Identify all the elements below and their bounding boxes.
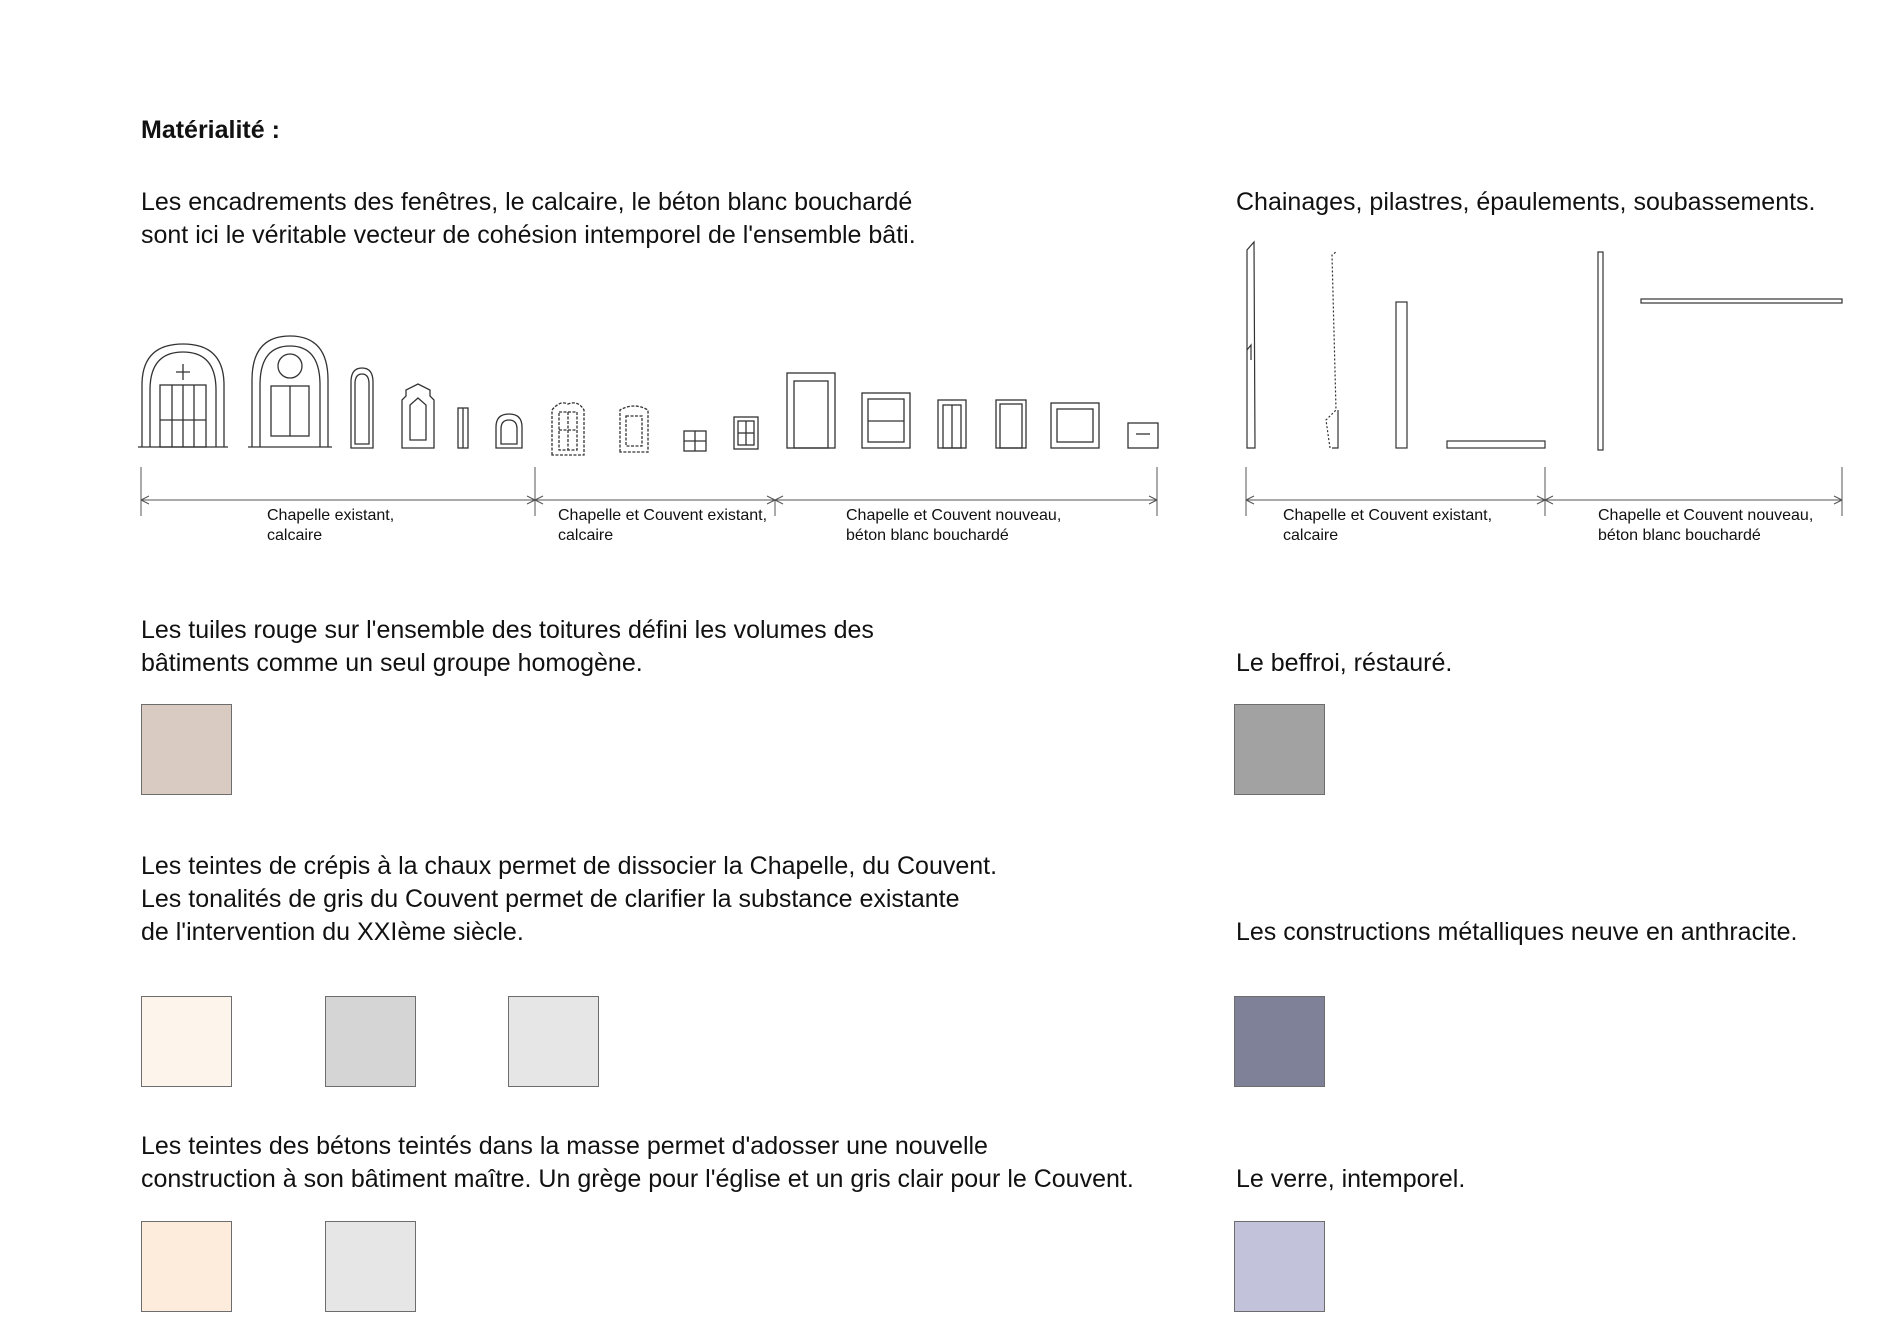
verre-paragraph xyxy=(1236,1163,1465,1196)
betons-paragraph xyxy=(141,1130,1134,1196)
dim-label-line: béton blanc bouchardé xyxy=(1598,527,1761,544)
pilastre-new-5 xyxy=(1598,252,1603,450)
dim-label-line: Chapelle et Couvent existant, xyxy=(1283,507,1493,524)
dim-label-line: Chapelle et Couvent nouveau, xyxy=(1598,507,1814,524)
betons-swatch-1 xyxy=(141,1221,232,1312)
chainages-line-1: Chainages, pilastres, épaulements, soubassements. xyxy=(1236,188,1816,216)
betons-line-2: construction à son bâtiment maître. Un grège pour l'église et un gris clair pour le Couvent. xyxy=(141,1165,1134,1193)
windows-line-2: sont ici le véritable vecteur de cohésion intemporel de l'ensemble bâti. xyxy=(141,221,916,249)
dim-label-line: calcaire xyxy=(1283,527,1339,544)
crepis-line-1: Les teintes de crépis à la chaux permet de dissocier la Chapelle, du Couvent. xyxy=(141,852,998,880)
metal-line-1: Les constructions métalliques neuve en anthracite. xyxy=(1236,918,1798,946)
page-title: Matérialité : xyxy=(141,116,280,144)
crepis-paragraph xyxy=(141,850,997,949)
tuiles-paragraph xyxy=(141,614,874,680)
beffroi-swatch xyxy=(1234,704,1325,795)
windows-line-1: Les encadrements des fenêtres, le calcaire, le béton blanc bouchardé xyxy=(141,188,913,216)
dim-label-line: Chapelle et Couvent existant, xyxy=(558,507,768,524)
verre-line-1: Le verre, intemporel. xyxy=(1236,1165,1466,1193)
metal-swatch xyxy=(1234,996,1325,1087)
pilastre-3 xyxy=(1396,302,1407,448)
dim-label-line: béton blanc bouchardé xyxy=(846,527,1009,544)
beffroi-paragraph xyxy=(1236,647,1452,680)
tuiles-swatch xyxy=(141,704,232,795)
dim-label-line: calcaire xyxy=(267,527,323,544)
betons-swatch-2 xyxy=(325,1221,416,1312)
crepis-swatch-3 xyxy=(508,996,599,1087)
crepis-swatch-1 xyxy=(141,996,232,1087)
chainages-dim-label-existant xyxy=(1283,506,1492,546)
beffroi-line-1: Le beffroi, réstauré. xyxy=(1236,649,1453,677)
dim-label-line: Chapelle existant, xyxy=(267,507,395,524)
dim-label-line: calcaire xyxy=(558,527,614,544)
betons-line-1: Les teintes des bétons teintés dans la masse permet d'adosser une nouvelle xyxy=(141,1132,988,1160)
crepis-line-2: Les tonalités de gris du Couvent permet de clarifier la substance existante xyxy=(141,885,960,913)
metal-paragraph xyxy=(1236,916,1797,949)
tuiles-line-1: Les tuiles rouge sur l'ensemble des toitures défini les volumes des xyxy=(141,616,874,644)
epaulement-new-6 xyxy=(1641,299,1842,303)
pilastre-profile-2 xyxy=(1326,252,1336,448)
chainages-dim-label-nouveau xyxy=(1598,506,1813,546)
crepis-swatch-2 xyxy=(325,996,416,1087)
soubassement-4 xyxy=(1447,441,1545,448)
crepis-line-3: de l'intervention du XXIème siècle. xyxy=(141,918,524,946)
dim-label-line: Chapelle et Couvent nouveau, xyxy=(846,507,1062,524)
verre-swatch xyxy=(1234,1221,1325,1312)
tuiles-line-2: bâtiments comme un seul groupe homogène. xyxy=(141,649,643,677)
